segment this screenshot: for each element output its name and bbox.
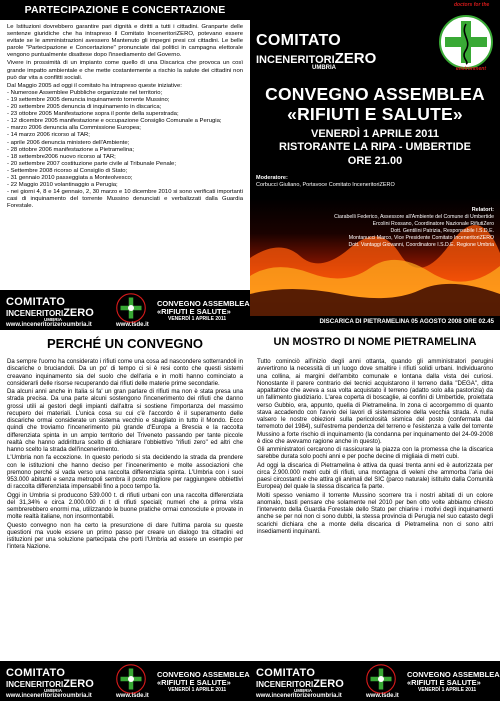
speaker: Ciarabelli Federico, Assessore all'Ambiente del Comune di Umbertide [334, 214, 494, 220]
speakers-heading: Relatori: [471, 207, 494, 213]
footer-url-isde[interactable]: www.isde.it [116, 322, 149, 328]
list-item: - 28 ottobre 2006 manifestazione a Pietramelina; [7, 146, 135, 153]
footer-event-title: CONVEGNO ASSEMBLEA [157, 670, 250, 679]
paragraph: L'Umbria non fa eccezione. In questo periodo si sta decidendo la strada da prendere con le istituzioni che hanno deciso per l'incenerimento e molte associazioni che premono perché si vada verso una raccolta differenziata spinta. L'Umbria con i suoi 953.000 abitanti e senza metropoli sembra il posto migliore per raggiungere obbiettivi di raccolta differenziata impensabili fino a poco tempo fa. [7, 454, 243, 491]
list-item: - 20 settembre 2007 costituzione parte civile al Tribunale Penale; [7, 160, 176, 167]
paragraph: Da sempre l'uomo ha considerato i rifiuti come una cosa ad nascondere sotterrandoli in discariche o bruciandoli. Da un po' di tempo ci si è resi conto che questi sistemi creavano inquinamento sia del suolo che dell'aria e in molti hanno cominciato a considerarli delle risorse recuperando dai rifiuti delle materie prime secondarie. [7, 358, 243, 387]
panel-perche-convegno [0, 330, 250, 701]
paragraph: Gli amministratori cercarono di rassicurare la piazza con la promessa che la discarica sarebbe durata solo pochi anni e per poche decine di migliaia di metri cubi. [257, 446, 493, 461]
speaker: Dott. Gentilini Patrizia, Responsabile I.S.D.E. [390, 228, 494, 234]
section-body [7, 24, 243, 210]
list-item: - nei giorni 4, 8 e 14 gennaio, 2, 30 marzo e 10 dicembre 2010 si sono verificati importanti casi di inquinamento del torrente Mussino denunciati e verbalizzati dalla Guardia Forestale. [7, 189, 243, 210]
list-item: - marzo 2006 denuncia alla Commissione Europea; [7, 125, 141, 132]
panel-partecipazione [0, 0, 250, 330]
section-body [7, 358, 243, 552]
logo-comitato: COMITATO [256, 32, 342, 49]
footer-event-date: VENERDÌ 1 APRILE 2011 [418, 687, 477, 693]
footer-event-subtitle: «RIFIUTI E SALUTE» [157, 307, 231, 316]
list-item: - Settembre 2008 ricorso al Consiglio di Stato; [7, 167, 128, 174]
footer-event-subtitle: «RIFIUTI E SALUTE» [157, 678, 231, 687]
isde-emblem-icon [116, 664, 146, 694]
list-item: - 31 gennaio 2010 passeggiata a Monteolvesco; [7, 174, 133, 181]
event-subtitle: «RIFIUTI E SALUTE» [287, 104, 463, 124]
moderator-name: Corbucci Giuliano, Portavoce Comitato InceneritoriZERO [256, 182, 395, 188]
isde-emblem-icon [366, 664, 396, 694]
logo-inceneritori: INCENERITORI [256, 680, 314, 689]
speaker: Dott. Vantaggi Giovanni, Coordinatore I.S.D.E. Regione Umbria [348, 242, 494, 248]
footer-banner [0, 661, 250, 701]
section-title: UN MOSTRO DI NOME PIETRAMELINA [273, 336, 477, 348]
logo-zero: ZERO [63, 678, 94, 690]
isde-emblem-icon [116, 293, 146, 323]
list-item: - aprile 2006 denuncia ministero dell'Ambiente; [7, 139, 130, 146]
panel-pietramelina [250, 330, 500, 701]
logo-umbria: UMBRIA [312, 65, 336, 71]
logo-umbria: UMBRIA [294, 688, 312, 693]
section-body [257, 358, 493, 536]
paragraph: Ad oggi la discarica di Pietramelina è attiva da quasi trenta anni ed è autorizzata per circa 2.900.000 metri cubi di rifiuti, una montagna di veleni che ammorba l'aria dei paesi circostanti e che attira gli animali del SIC (parco naturale) istituito dalla Comunità Europea) del quale la stessa discarica fa parte. [257, 461, 493, 491]
footer-banner [0, 290, 250, 330]
list-item: - 19 settembre 2005 denuncia inquinamento torrente Mussino; [7, 96, 170, 103]
paragraph: Oggi in Umbria si producono 539.000 t. di rifiuti urbani con una raccolta differenziata del 31,34% e circa 2.000.000 di t di rifiuti speciali; numeri che a prima vista sembrerebbero enormi ma, utilizzando le buone pratiche ormai conosciute e provate in molte realtà italiane, non insormontabili. [7, 491, 243, 521]
footer-url-isde[interactable]: www.isde.it [116, 693, 149, 699]
paragraph: Dal Maggio 2005 ad oggi il comitato ha intrapreso queste iniziative: [7, 82, 182, 89]
footer-event-date: VENERDÌ 1 APRILE 2011 [168, 687, 227, 693]
list-item: - 20 settembre 2005 denuncia di inquinamento in discarica; [7, 104, 162, 111]
logo-inceneritori: INCENERITORI [6, 309, 64, 318]
logo-inceneritori: INCENERITORI [6, 680, 64, 689]
logo-comitato: COMITATO [6, 667, 66, 679]
footer-event-subtitle: «RIFIUTI E SALUTE» [407, 678, 481, 687]
event-title: CONVEGNO ASSEMBLEA [265, 84, 485, 104]
logo-comitato: COMITATO [256, 667, 316, 679]
panel-convegno-flyer [250, 0, 500, 330]
event-venue: RISTORANTE LA RIPA - UMBERTIDE [279, 141, 471, 153]
footer-event-title: CONVEGNO ASSEMBLEA [407, 670, 500, 679]
speakers-list [256, 214, 494, 249]
footer-url-comitato[interactable]: www.inceneritorizeroumbria.it [6, 693, 92, 699]
logo-umbria: UMBRIA [44, 317, 62, 322]
footer-event-title: CONVEGNO ASSEMBLEA [157, 299, 250, 308]
list-item: - 22 Maggio 2010 volantinaggio a Perugia; [7, 182, 118, 189]
paragraph: Le Istituzioni dovrebbero garantire pari dignità e diritti a tutti i cittadini. Granparte delle sentenze giuridiche che ha intrapreso il Comitato InceneritoriZERO, potevano essere evitate se le amministrazioni avessero Mantenuto gli impegni presi coi cittadini. Le belle parole "Partecipazione e Concertazione" pronunciate dai politici in campagna elettorale vengono puntualmente disattese dopo l'insediamento del Governo. [7, 24, 243, 59]
list-item: - 12 dicembre 2005 manifestazione e occupazione Consiglio Comunale a Perugia; [7, 118, 222, 125]
logo-zero: ZERO [313, 678, 344, 690]
list-item: - 23 ottobre 2005 Manifestazione sopra il ponte della superstrada; [7, 111, 179, 118]
footer-event-date: VENERDÌ 1 APRILE 2011 [168, 316, 227, 322]
event-time: ORE 21.00 [347, 155, 403, 167]
list-item: - 18 settembre2006 nuovo ricorso al TAR; [7, 153, 116, 160]
footer-url-comitato[interactable]: www.inceneritorizeroumbria.it [256, 693, 342, 699]
speaker: Ercolini Rossano, Coordinatore Nazionale RifiutiZero [372, 221, 494, 227]
emblem-text-top: doctors for the [454, 2, 490, 8]
logo-inceneritori: INCENERITORI [256, 54, 335, 66]
logo-zero: ZERO [63, 307, 94, 319]
logo-comitato: COMITATO [6, 296, 66, 308]
section-title: PERCHÉ UN CONVEGNO [46, 336, 204, 351]
paragraph: Molti spesso veniamo il torrente Mussino scorrere tra i nostri abitati di un colore anomalo, basti pensare che solamente nel 2010 per ben otto volte abbiamo chiesto l'intervento della Guardia Forestale dello Stato per chiarire i motivi degli inquinamenti anche se per noi non ci sono dubbi, la stessa provincia di Perugia nel suo catasto degli scarichi dichiara che a monte della discarica di Pietramelina non ci sono altri insediamenti inquinanti. [257, 491, 493, 535]
emblem-text-bottom: environment [456, 66, 487, 72]
logo-umbria: UMBRIA [44, 688, 62, 693]
footer-url-comitato[interactable]: www.inceneritorizeroumbria.it [6, 322, 92, 328]
logo-zero: ZERO [334, 50, 377, 67]
footer-banner [250, 661, 500, 701]
list-item: - 14 marzo 2006 ricorso al TAR; [7, 132, 90, 139]
moderator-heading: Moderatore: [256, 175, 288, 181]
photo-caption: DISCARICA DI PIETRAMELINA 05 AGOSTO 2008 ORE 02.45 [319, 318, 494, 325]
footer-url-isde[interactable]: www.isde.it [366, 693, 399, 699]
event-date: VENERDÌ 1 APRILE 2011 [311, 128, 439, 140]
list-item: - Numerose Assemblee Pubbliche organizzate nel territorio; [7, 89, 163, 96]
paragraph: Questo convegno non ha certo la presunzione di dare l'ultima parola su queste questioni ma vuole essere un primo passo per creare un dialogo tra cittadini ed istituzioni per una soluzione partecipata che porti l'Umbria ad essere un esempio per l'intera Nazione. [7, 521, 243, 551]
paragraph: Tutto cominciò all'inizio degli anni ottanta, quando gli amministratori perugini avvertirono la necessità di un luogo dove smaltire i rifiuti solidi urbani. Individuarono una collina, ai margini dell'ambito comunale e lontana dalla vista dei curiosi. Nonostante il parere contrario dei tecnici acquistarono il terreno dalla "DEGA", ditta appaltatrice che aveva a sua volta acquistato il terreno (adatto solo alla pastorizia) da un fallimento giudiziario. L'area coperta di boscaglie, ai confini di Umbertide, proiettata verso Gubbio, era, appunto, quella di Pietramelina. In zona ci accorgemmo di quanto stava accadendo con l'avvio dei lavori di sistemazione della vecchia strada. A nulla valsero le nostre obiezioni sulla pericolosità sismica del posto (confermata dal terremoto del 1984), sull'estrema pendenza del terreno e l'esistenza a valle del torrente Mussino a forte rischio di inquinamento (la condanna per inquinamento del 24-09-2008 è dice che avevamo ragione anche in questo). [257, 358, 493, 445]
paragraph: Vivere in prossimità di un impianto come quello di una Discarica che provoca un così grande impatto ambientale e che mette costantemente a rischio la salute dei cittadini non può dar vita a conflitti sociali. [7, 60, 243, 81]
section-title: PARTECIPAZIONE E CONCERTAZIONE [0, 0, 250, 20]
paragraph: Da alcuni anni anche in Italia si fa' un gran parlare di rifiuti ma non è stata presa una strada precisa. Da una parte alcuni sostengono l'incenerimento dei rifiuti che danno grossi utili ai gestori degli impianti dall'altra si sostiene l'importanza del massimo recupero dei materiali. L'unica cosa su cui c'è l'accordo è il superamento delle discariche ormai considerate un sistema vecchio e sbagliato in tutto il Mondo. Ecco quindi che troviamo l'incenerimento più grande d'Europa a Brescia e la raccolta differenziata spinta in un ampio territorio del Triveneto passando per tante piccole realtà che hanno addirittura scelto di dichiarare l'obbiettivo "rifiuti zero" ed altri che hanno scelto la strada dell'incenerimento. [7, 388, 243, 453]
speaker: Montanucci Marco, Vice Presidente Comitato InceneritoriZERO [348, 235, 494, 241]
